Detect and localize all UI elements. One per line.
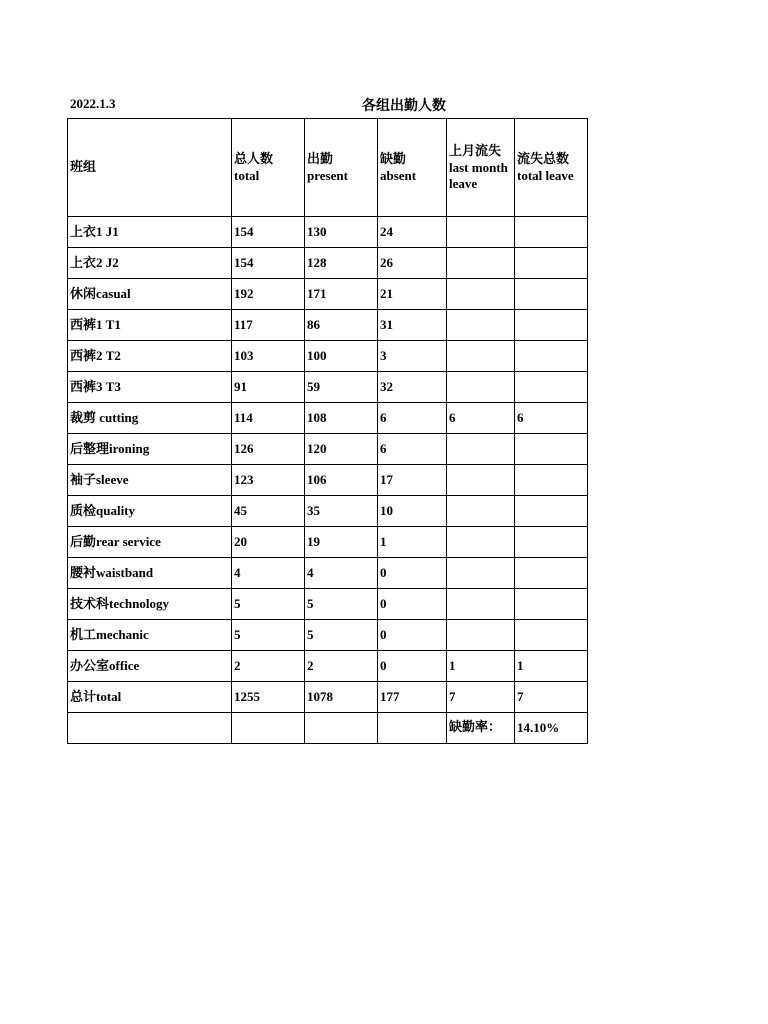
- table-row: [68, 465, 588, 496]
- cell-total: 117: [232, 310, 305, 341]
- cell-present: 5: [305, 620, 378, 651]
- cell-last: [447, 589, 515, 620]
- cell-group: 休闲casual: [68, 279, 232, 310]
- table-row: [68, 248, 588, 279]
- cell-last: [447, 372, 515, 403]
- cell-present: 108: [305, 403, 378, 434]
- cell-absent: 6: [378, 403, 447, 434]
- absence-rate-label: 缺勤率：: [447, 713, 515, 744]
- cell-absent: 0: [378, 651, 447, 682]
- cell-total: 192: [232, 279, 305, 310]
- cell-present: 128: [305, 248, 378, 279]
- cell-total: 5: [232, 620, 305, 651]
- cell-absent: 0: [378, 558, 447, 589]
- cell-total: 5: [232, 589, 305, 620]
- cell-total: 154: [232, 248, 305, 279]
- cell-absent: 31: [378, 310, 447, 341]
- cell-last: [447, 310, 515, 341]
- table-row: [68, 620, 588, 651]
- cell-last: 7: [447, 682, 515, 713]
- cell-present: 86: [305, 310, 378, 341]
- cell-leave: [515, 589, 588, 620]
- cell-total: 2: [232, 651, 305, 682]
- cell-total: 4: [232, 558, 305, 589]
- cell-present: 171: [305, 279, 378, 310]
- cell-leave: [515, 372, 588, 403]
- table-row: [68, 403, 588, 434]
- cell-leave: [515, 434, 588, 465]
- cell-present: 59: [305, 372, 378, 403]
- cell-leave: [515, 465, 588, 496]
- col-header-last-month-leave: 上月流失 last month leave: [447, 119, 515, 217]
- cell-last: 6: [447, 403, 515, 434]
- cell-present: 5: [305, 589, 378, 620]
- cell-group: 西裤3 T3: [68, 372, 232, 403]
- cell-absent: 10: [378, 496, 447, 527]
- cell-last: [447, 248, 515, 279]
- cell-absent: 21: [378, 279, 447, 310]
- cell-present: 106: [305, 465, 378, 496]
- cell-last: [447, 434, 515, 465]
- cell-group: 后整理ironing: [68, 434, 232, 465]
- cell-total: 91: [232, 372, 305, 403]
- empty-cell: [232, 713, 305, 744]
- cell-last: [447, 527, 515, 558]
- cell-absent: 17: [378, 465, 447, 496]
- header-row: [68, 119, 588, 217]
- table-row: [68, 558, 588, 589]
- cell-present: 100: [305, 341, 378, 372]
- cell-leave: 6: [515, 403, 588, 434]
- cell-group: 上衣2 J2: [68, 248, 232, 279]
- cell-group: 上衣1 J1: [68, 217, 232, 248]
- cell-total: 126: [232, 434, 305, 465]
- table-row: [68, 434, 588, 465]
- cell-last: [447, 465, 515, 496]
- cell-last: [447, 217, 515, 248]
- cell-present: 35: [305, 496, 378, 527]
- cell-last: [447, 558, 515, 589]
- table-row: [68, 310, 588, 341]
- cell-total: 154: [232, 217, 305, 248]
- cell-absent: 3: [378, 341, 447, 372]
- table-row: [68, 589, 588, 620]
- cell-group: 办公室office: [68, 651, 232, 682]
- cell-total: 20: [232, 527, 305, 558]
- cell-absent: 0: [378, 620, 447, 651]
- cell-group: 机工mechanic: [68, 620, 232, 651]
- cell-present: 4: [305, 558, 378, 589]
- cell-absent: 177: [378, 682, 447, 713]
- cell-present: 120: [305, 434, 378, 465]
- cell-total: 114: [232, 403, 305, 434]
- cell-leave: [515, 217, 588, 248]
- cell-total: 45: [232, 496, 305, 527]
- cell-last: [447, 496, 515, 527]
- empty-cell: [378, 713, 447, 744]
- absence-rate-value: 14.10%: [515, 713, 588, 744]
- report-date: 2022.1.3: [70, 96, 116, 111]
- cell-group: 技术科technology: [68, 589, 232, 620]
- cell-group: 西裤2 T2: [68, 341, 232, 372]
- cell-last: [447, 620, 515, 651]
- cell-group: 西裤1 T1: [68, 310, 232, 341]
- cell-group: 腰衬waistband: [68, 558, 232, 589]
- cell-absent: 6: [378, 434, 447, 465]
- cell-leave: [515, 248, 588, 279]
- footer-row: [68, 713, 588, 744]
- cell-absent: 24: [378, 217, 447, 248]
- cell-present: 1078: [305, 682, 378, 713]
- col-header-present: 出勤 present: [305, 119, 378, 217]
- cell-last: [447, 279, 515, 310]
- cell-leave: [515, 341, 588, 372]
- cell-leave: 1: [515, 651, 588, 682]
- cell-present: 130: [305, 217, 378, 248]
- cell-last: [447, 341, 515, 372]
- cell-total: 103: [232, 341, 305, 372]
- table-row: [68, 527, 588, 558]
- table-row: [68, 682, 588, 713]
- report-title: 各组出勤人数: [362, 98, 446, 114]
- table-row: [68, 651, 588, 682]
- cell-group: 质检quality: [68, 496, 232, 527]
- cell-leave: [515, 558, 588, 589]
- cell-total: 1255: [232, 682, 305, 713]
- empty-cell: [305, 713, 378, 744]
- table-row: [68, 217, 588, 248]
- cell-absent: 26: [378, 248, 447, 279]
- cell-leave: [515, 527, 588, 558]
- cell-absent: 0: [378, 589, 447, 620]
- table-row: [68, 372, 588, 403]
- cell-absent: 32: [378, 372, 447, 403]
- cell-leave: [515, 279, 588, 310]
- col-header-group: 班组: [68, 119, 232, 217]
- table-row: [68, 341, 588, 372]
- cell-leave: [515, 310, 588, 341]
- cell-leave: [515, 496, 588, 527]
- cell-leave: 7: [515, 682, 588, 713]
- cell-leave: [515, 620, 588, 651]
- cell-group: 总计total: [68, 682, 232, 713]
- cell-last: 1: [447, 651, 515, 682]
- cell-group: 袖子sleeve: [68, 465, 232, 496]
- col-header-total: 总人数 total: [232, 119, 305, 217]
- table-row: [68, 279, 588, 310]
- cell-group: 裁剪 cutting: [68, 403, 232, 434]
- cell-present: 19: [305, 527, 378, 558]
- col-header-total-leave: 流失总数 total leave: [515, 119, 588, 217]
- table-row: [68, 496, 588, 527]
- cell-present: 2: [305, 651, 378, 682]
- empty-cell: [68, 713, 232, 744]
- col-header-absent: 缺勤 absent: [378, 119, 447, 217]
- attendance-table: [67, 118, 588, 744]
- cell-total: 123: [232, 465, 305, 496]
- cell-group: 后勤rear service: [68, 527, 232, 558]
- cell-absent: 1: [378, 527, 447, 558]
